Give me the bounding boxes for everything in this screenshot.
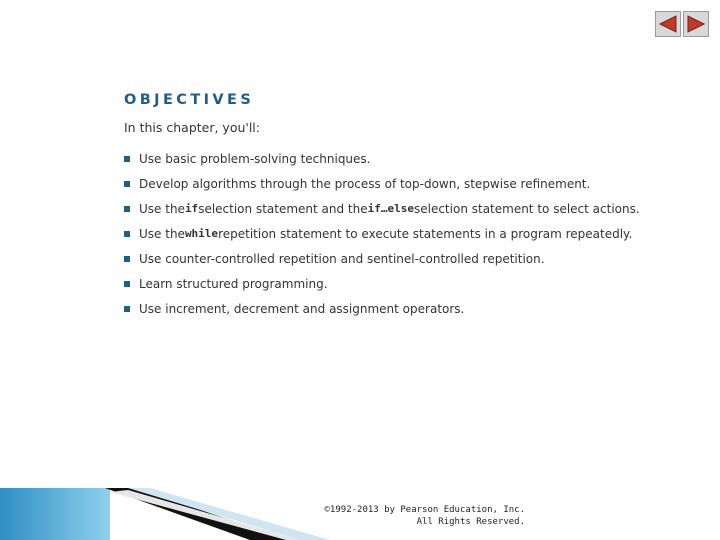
- blue-band: [0, 488, 110, 540]
- list-item: [124, 296, 640, 321]
- copyright-line-2: All Rights Reserved.: [416, 517, 525, 527]
- list-item: [124, 271, 640, 296]
- objective-text: Develop algorithms through the process of top-down, stepwise refinement.: [139, 176, 591, 191]
- objective-text: Learn structured programming.: [139, 276, 328, 291]
- square-bullet-icon: [124, 156, 130, 162]
- square-bullet-icon: [124, 306, 130, 312]
- square-bullet-icon: [124, 281, 130, 287]
- square-bullet-icon: [124, 256, 130, 262]
- list-item: [124, 246, 640, 271]
- copyright-line-1: ©1992-2013 by Pearson Education, Inc.: [324, 505, 525, 515]
- objective-text: selection statement to select actions.: [413, 201, 640, 216]
- objectives-list: [124, 146, 640, 321]
- objective-text: Use the: [139, 226, 185, 241]
- right-arrow-icon: [686, 15, 706, 33]
- list-item: [124, 196, 640, 221]
- square-bullet-icon: [124, 206, 130, 212]
- objective-text: Use the: [139, 201, 185, 216]
- copyright-notice: [310, 504, 525, 528]
- footer-decoration: [0, 484, 330, 540]
- objective-text: Use increment, decrement and assignment operators.: [139, 301, 465, 316]
- page-title: OBJECTIVES: [124, 92, 255, 108]
- list-item: [124, 146, 640, 171]
- grey-stripe: [110, 490, 300, 540]
- objective-text: Use counter-controlled repetition and sentinel-controlled repetition.: [139, 251, 545, 266]
- code-keyword: if…else: [367, 202, 414, 215]
- next-slide-button[interactable]: [683, 11, 709, 37]
- square-bullet-icon: [124, 181, 130, 187]
- code-keyword: if: [184, 202, 199, 215]
- code-keyword: while: [184, 227, 219, 240]
- left-arrow-icon: [658, 15, 678, 33]
- objective-text: Use basic problem-solving techniques.: [139, 151, 371, 166]
- objective-text: selection statement and the: [198, 201, 368, 216]
- square-bullet-icon: [124, 231, 130, 237]
- list-item: [124, 221, 640, 246]
- previous-slide-button[interactable]: [655, 11, 681, 37]
- list-item: [124, 171, 640, 196]
- intro-text: In this chapter, you'll:: [124, 120, 260, 135]
- objective-text: repetition statement to execute statements in a program repeatedly.: [218, 226, 633, 241]
